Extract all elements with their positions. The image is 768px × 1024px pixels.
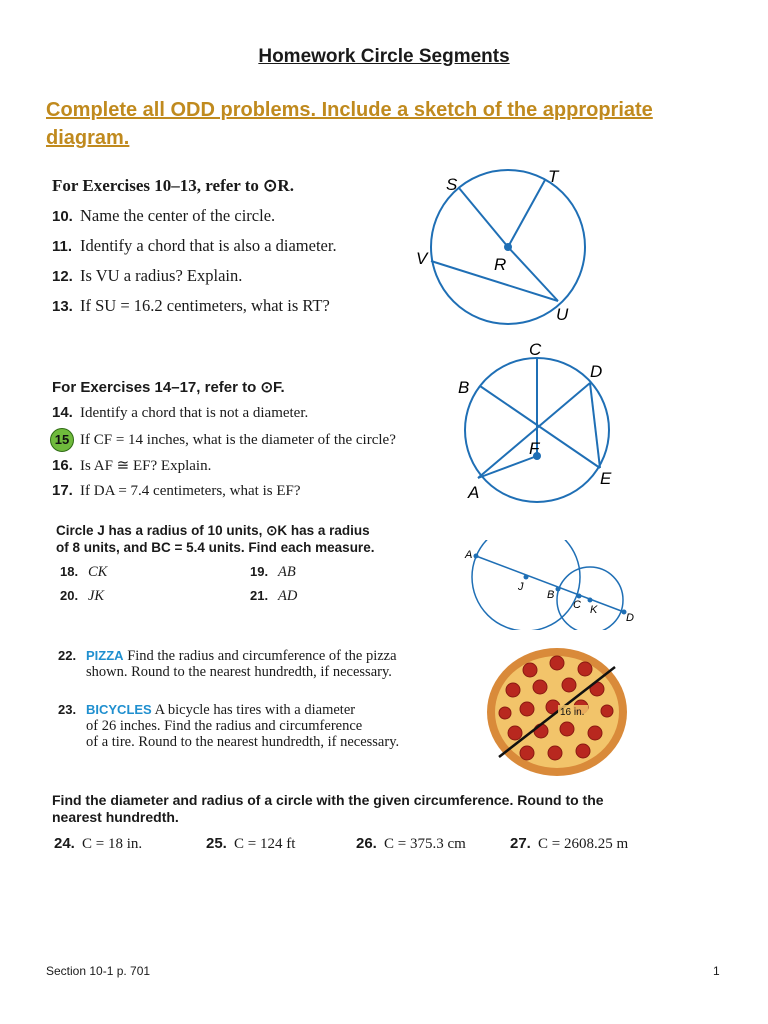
section1-header: For Exercises 10–13, refer to ⊙R. (52, 176, 294, 195)
section5-header-line1: Find the diameter and radius of a circle with the given circumference. Round to the (52, 792, 604, 808)
circles-jk-diagram (460, 540, 640, 630)
exercise-16: 16. Is AF ≅ EF? Explain. (52, 457, 212, 474)
exercise-21: 21. AD (250, 588, 298, 604)
exercise-23: 23. BICYCLES A bicycle has tires with a diameter (58, 702, 356, 718)
label-c: C (529, 340, 542, 359)
label-v: V (416, 249, 428, 268)
exercise-25: 25. C = 124 ft (206, 835, 296, 852)
exercise-18: 18. CK (60, 564, 108, 580)
label-b: B (458, 378, 470, 397)
label-r: R (494, 255, 507, 274)
exercise-22: 22. PIZZA Find the radius and circumference of the pizza (58, 648, 397, 664)
pizza-label: 16 in. (560, 707, 585, 718)
section3-header-line1: Circle J has a radius of 10 units, ⊙K has a radius (56, 523, 370, 538)
instructions: Complete all ODD problems. Include a sketch of the appropriate diagram. (46, 99, 653, 149)
label-f: F (529, 439, 540, 458)
exercise-22-line2: shown. Round to the nearest hundredth, if necessary. (86, 664, 392, 680)
exercise-24: 24. C = 18 in. (54, 835, 143, 852)
label-t: T (548, 167, 559, 186)
page-number: 1 (713, 964, 720, 978)
exercise-19: 19. AB (250, 564, 296, 580)
label-j: J (518, 581, 524, 593)
exercise-23-line2: of 26 inches. Find the radius and circumference (86, 718, 363, 734)
section3-header-line2: of 8 units, and BC = 5.4 units. Find each measure. (56, 540, 375, 555)
exercise-23-line3: of a tire. Round to the nearest hundredth, if necessary. (86, 734, 400, 750)
exercise-20: 20. JK (60, 588, 105, 604)
exercise-15: 15 If CF = 14 inches, what is the diameter of the circle? (50, 428, 396, 452)
label-d: D (590, 362, 603, 381)
highlight-badge: 15 (50, 428, 74, 452)
label-b2: B (547, 589, 555, 601)
exercise-14: 14. Identify a chord that is not a diameter. (52, 404, 309, 421)
pizza-image (485, 645, 630, 780)
section5-header-line2: nearest hundredth. (52, 809, 179, 825)
exercise-10: 10. Name the center of the circle. (52, 206, 276, 225)
exercise-17: 17. If DA = 7.4 centimeters, what is EF? (52, 482, 301, 499)
section2-header: For Exercises 14–17, refer to ⊙F. (52, 379, 285, 396)
label-a: A (468, 483, 480, 502)
label-u: U (556, 305, 569, 324)
page-title: Homework Circle Segments (258, 46, 510, 67)
label-c2: C (573, 599, 581, 611)
label-s: S (446, 175, 458, 194)
footer-section: Section 10-1 p. 701 (46, 964, 151, 978)
label-k: K (590, 604, 598, 616)
exercise-26: 26. C = 375.3 cm (356, 835, 466, 852)
exercise-12: 12. Is VU a radius? Explain. (52, 266, 243, 285)
label-a2: A (465, 549, 473, 561)
exercise-27: 27. C = 2608.25 m (510, 835, 629, 852)
exercise-11: 11. Identify a chord that is also a diameter. (52, 236, 337, 255)
label-e: E (600, 469, 612, 488)
label-d2: D (626, 612, 634, 624)
circle-r-diagram (410, 160, 600, 330)
exercise-13: 13. If SU = 16.2 centimeters, what is RT? (52, 296, 330, 315)
circle-f-diagram (452, 338, 622, 503)
